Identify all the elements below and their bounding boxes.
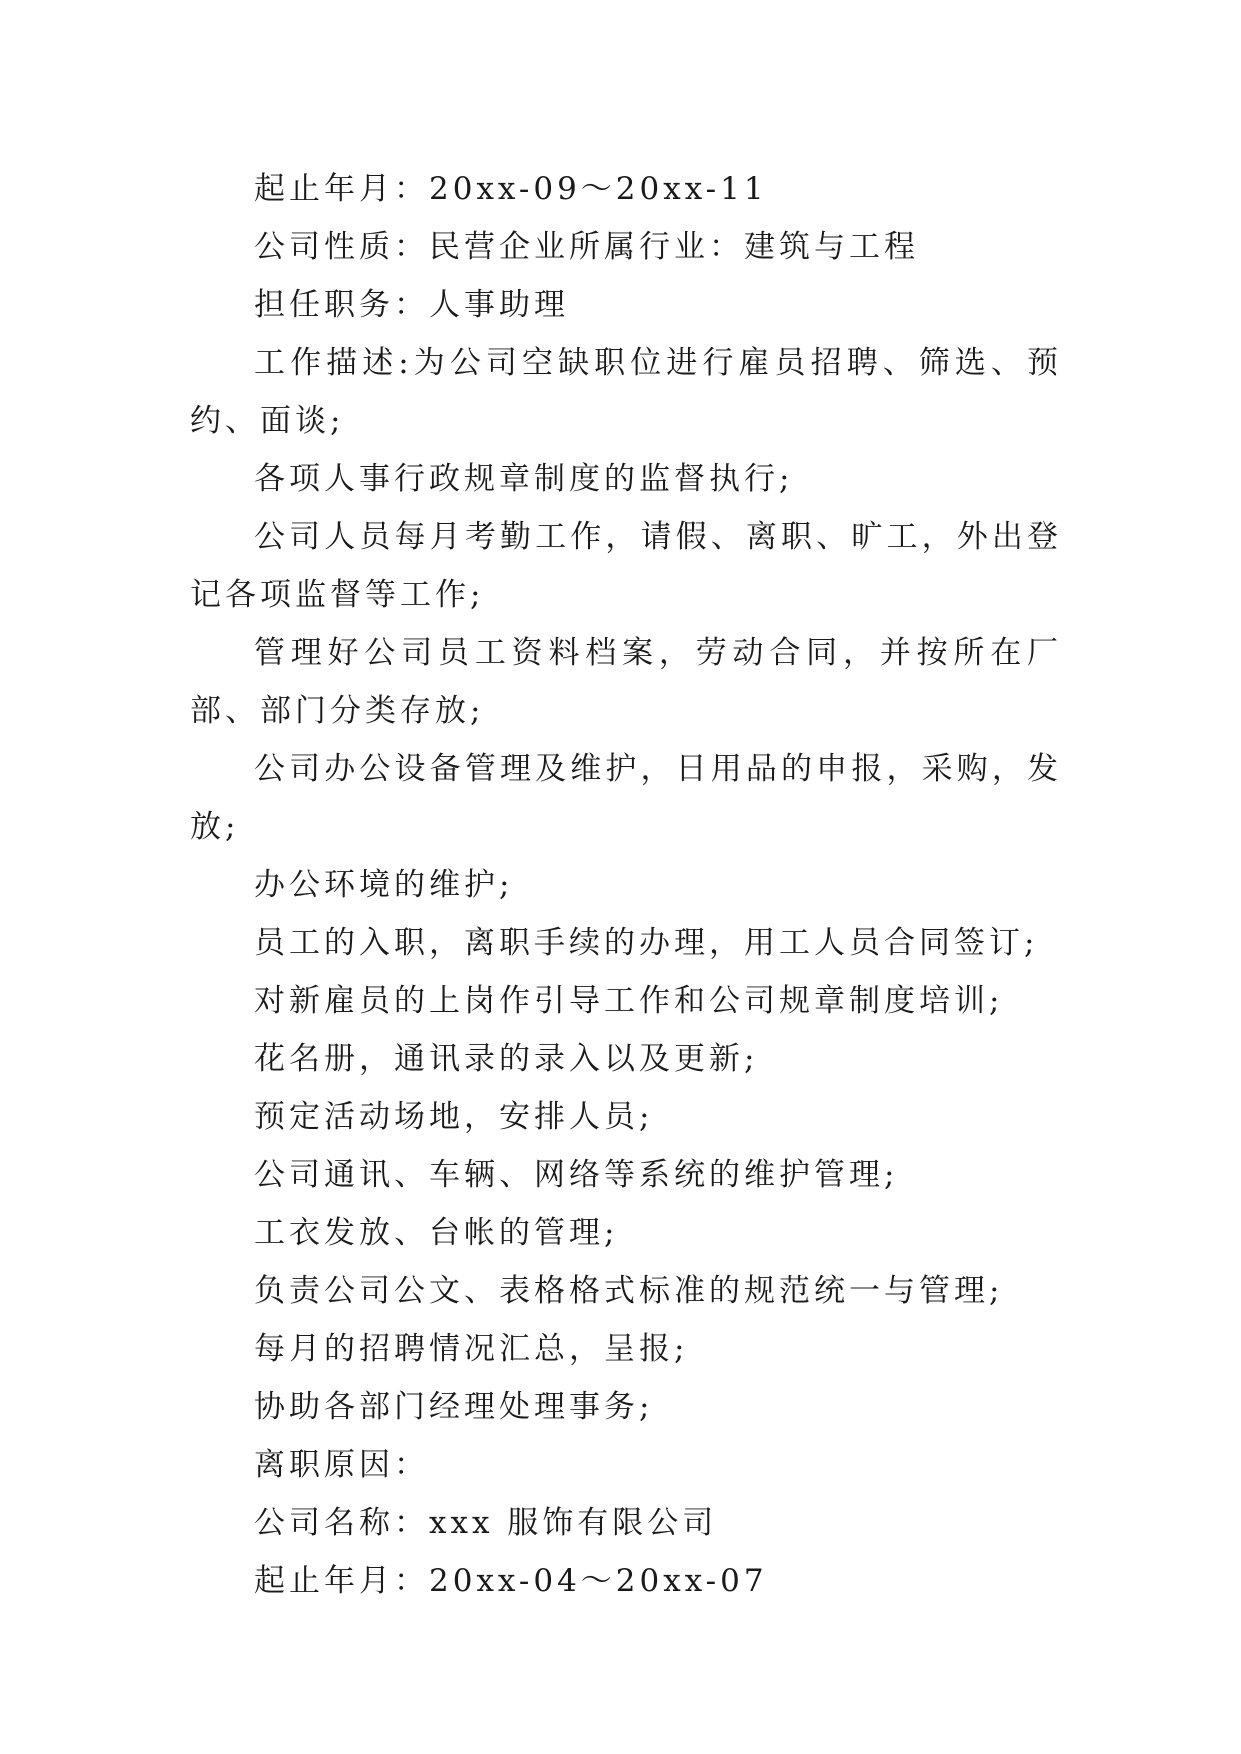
duty-item: 工衣发放、台帐的管理; — [254, 1215, 619, 1251]
leaving-reason-line: 离职原因： — [254, 1447, 429, 1483]
duty-item: 对新雇员的上岗作引导工作和公司规章制度培训; — [254, 983, 1004, 1019]
duty-item: 每月的招聘情况汇总，呈报; — [254, 1331, 689, 1367]
duty-item: 负责公司公文、表格格式标准的规范统一与管理; — [254, 1273, 1004, 1309]
company-name-line: 公司名称：xxx 服饰有限公司 — [254, 1505, 718, 1541]
duty-item: 公司通讯、车辆、网络等系统的维护管理; — [254, 1157, 899, 1193]
duty-item: 公司办公设备管理及维护，日用品的申报，采购，发放; — [190, 751, 1062, 845]
period-line: 起止年月：20xx-04～20xx-07 — [254, 1563, 768, 1599]
resume-work-history — [190, 160, 1062, 1610]
position-line: 担任职务：人事助理 — [254, 287, 569, 323]
duty-item: 公司人员每月考勤工作，请假、离职、旷工，外出登记各项监督等工作; — [190, 519, 1062, 613]
duty-item: 办公环境的维护; — [254, 867, 514, 903]
duty-item: 各项人事行政规章制度的监督执行; — [254, 461, 794, 497]
duty-item: 员工的入职，离职手续的办理，用工人员合同签订; — [254, 925, 1039, 961]
duty-item: 协助各部门经理处理事务; — [254, 1389, 654, 1425]
job-description-line: 工作描述:为公司空缺职位进行雇员招聘、筛选、预约、面谈; — [190, 345, 1062, 439]
company-nature-line: 公司性质：民营企业所属行业：建筑与工程 — [254, 229, 919, 265]
duty-item: 预定活动场地，安排人员; — [254, 1099, 654, 1135]
period-line: 起止年月：20xx-09～20xx-11 — [254, 171, 768, 207]
duty-item: 管理好公司员工资料档案，劳动合同，并按所在厂部、部门分类存放; — [190, 635, 1062, 729]
duty-item: 花名册，通讯录的录入以及更新; — [254, 1041, 759, 1077]
